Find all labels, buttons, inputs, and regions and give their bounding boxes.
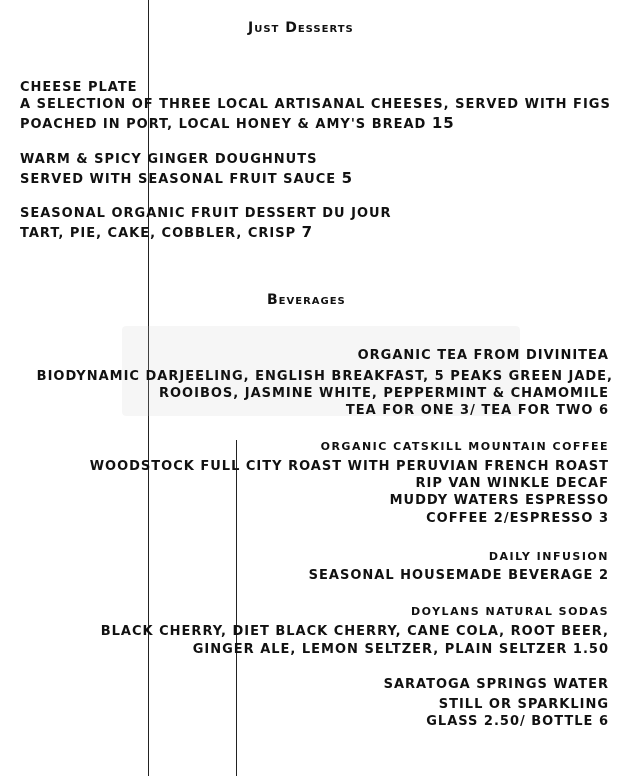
tea-name: ORGANIC TEA FROM DIVINITEA (357, 348, 609, 363)
tea-line1: BIODYNAMIC DARJEELING, ENGLISH BREAKFAST, 5 PEAKS GREEN JADE, (36, 369, 613, 384)
cheese-plate-name: CHEESE PLATE (20, 80, 138, 95)
cheese-plate-line2: POACHED IN PORT, LOCAL HONEY & AMY'S BREAD (20, 117, 427, 132)
cheese-plate-price: 15 (431, 114, 455, 132)
doughnuts-name: WARM & SPICY GINGER DOUGHNUTS (20, 152, 318, 167)
coffee-line2: RIP VAN WINKLE DECAF (415, 476, 609, 491)
sodas-line2: GINGER ALE, LEMON SELTZER, PLAIN SELTZER 1.50 (192, 642, 609, 657)
fruit-dessert-line1: TART, PIE, CAKE, COBBLER, CRISP (20, 226, 297, 241)
fruit-dessert-price: 7 (301, 223, 314, 241)
coffee-name: ORGANIC CATSKILL MOUNTAIN COFFEE (320, 440, 609, 453)
infusion-name: DAILY INFUSION (488, 550, 609, 563)
beverages-title: Beverages (267, 292, 346, 308)
coffee-line1: WOODSTOCK FULL CITY ROAST WITH PERUVIAN FRENCH ROAST (89, 459, 609, 474)
doughnuts-line-row (20, 169, 353, 187)
tea-line3: TEA FOR ONE 3/ TEA FOR TWO 6 (345, 403, 609, 418)
scan-line-right (236, 440, 237, 776)
fruit-dessert-name: SEASONAL ORGANIC FRUIT DESSERT DU JOUR (20, 206, 392, 221)
water-line1: STILL OR SPARKLING (438, 697, 609, 712)
coffee-line3: MUDDY WATERS ESPRESSO (389, 493, 609, 508)
infusion-line1: SEASONAL HOUSEMADE BEVERAGE 2 (308, 568, 609, 583)
tea-line2: ROOIBOS, JASMINE WHITE, PEPPERMINT & CHAMOMILE (159, 386, 609, 401)
sodas-line1: BLACK CHERRY, DIET BLACK CHERRY, CANE COLA, ROOT BEER, (100, 624, 609, 639)
water-name: SARATOGA SPRINGS WATER (383, 677, 609, 692)
sodas-name: DOYLANS NATURAL SODAS (411, 605, 609, 618)
doughnuts-price: 5 (341, 169, 354, 187)
cheese-plate-line1: A SELECTION OF THREE LOCAL ARTISANAL CHEESES, SERVED WITH FIGS (20, 97, 611, 112)
cheese-plate-line2-row (20, 114, 455, 132)
water-line2: GLASS 2.50/ BOTTLE 6 (426, 714, 609, 729)
coffee-line4: COFFEE 2/ESPRESSO 3 (426, 511, 609, 526)
doughnuts-line1: SERVED WITH SEASONAL FRUIT SAUCE (20, 172, 337, 187)
desserts-title: Just Desserts (248, 20, 354, 36)
fruit-dessert-line-row (20, 223, 313, 241)
